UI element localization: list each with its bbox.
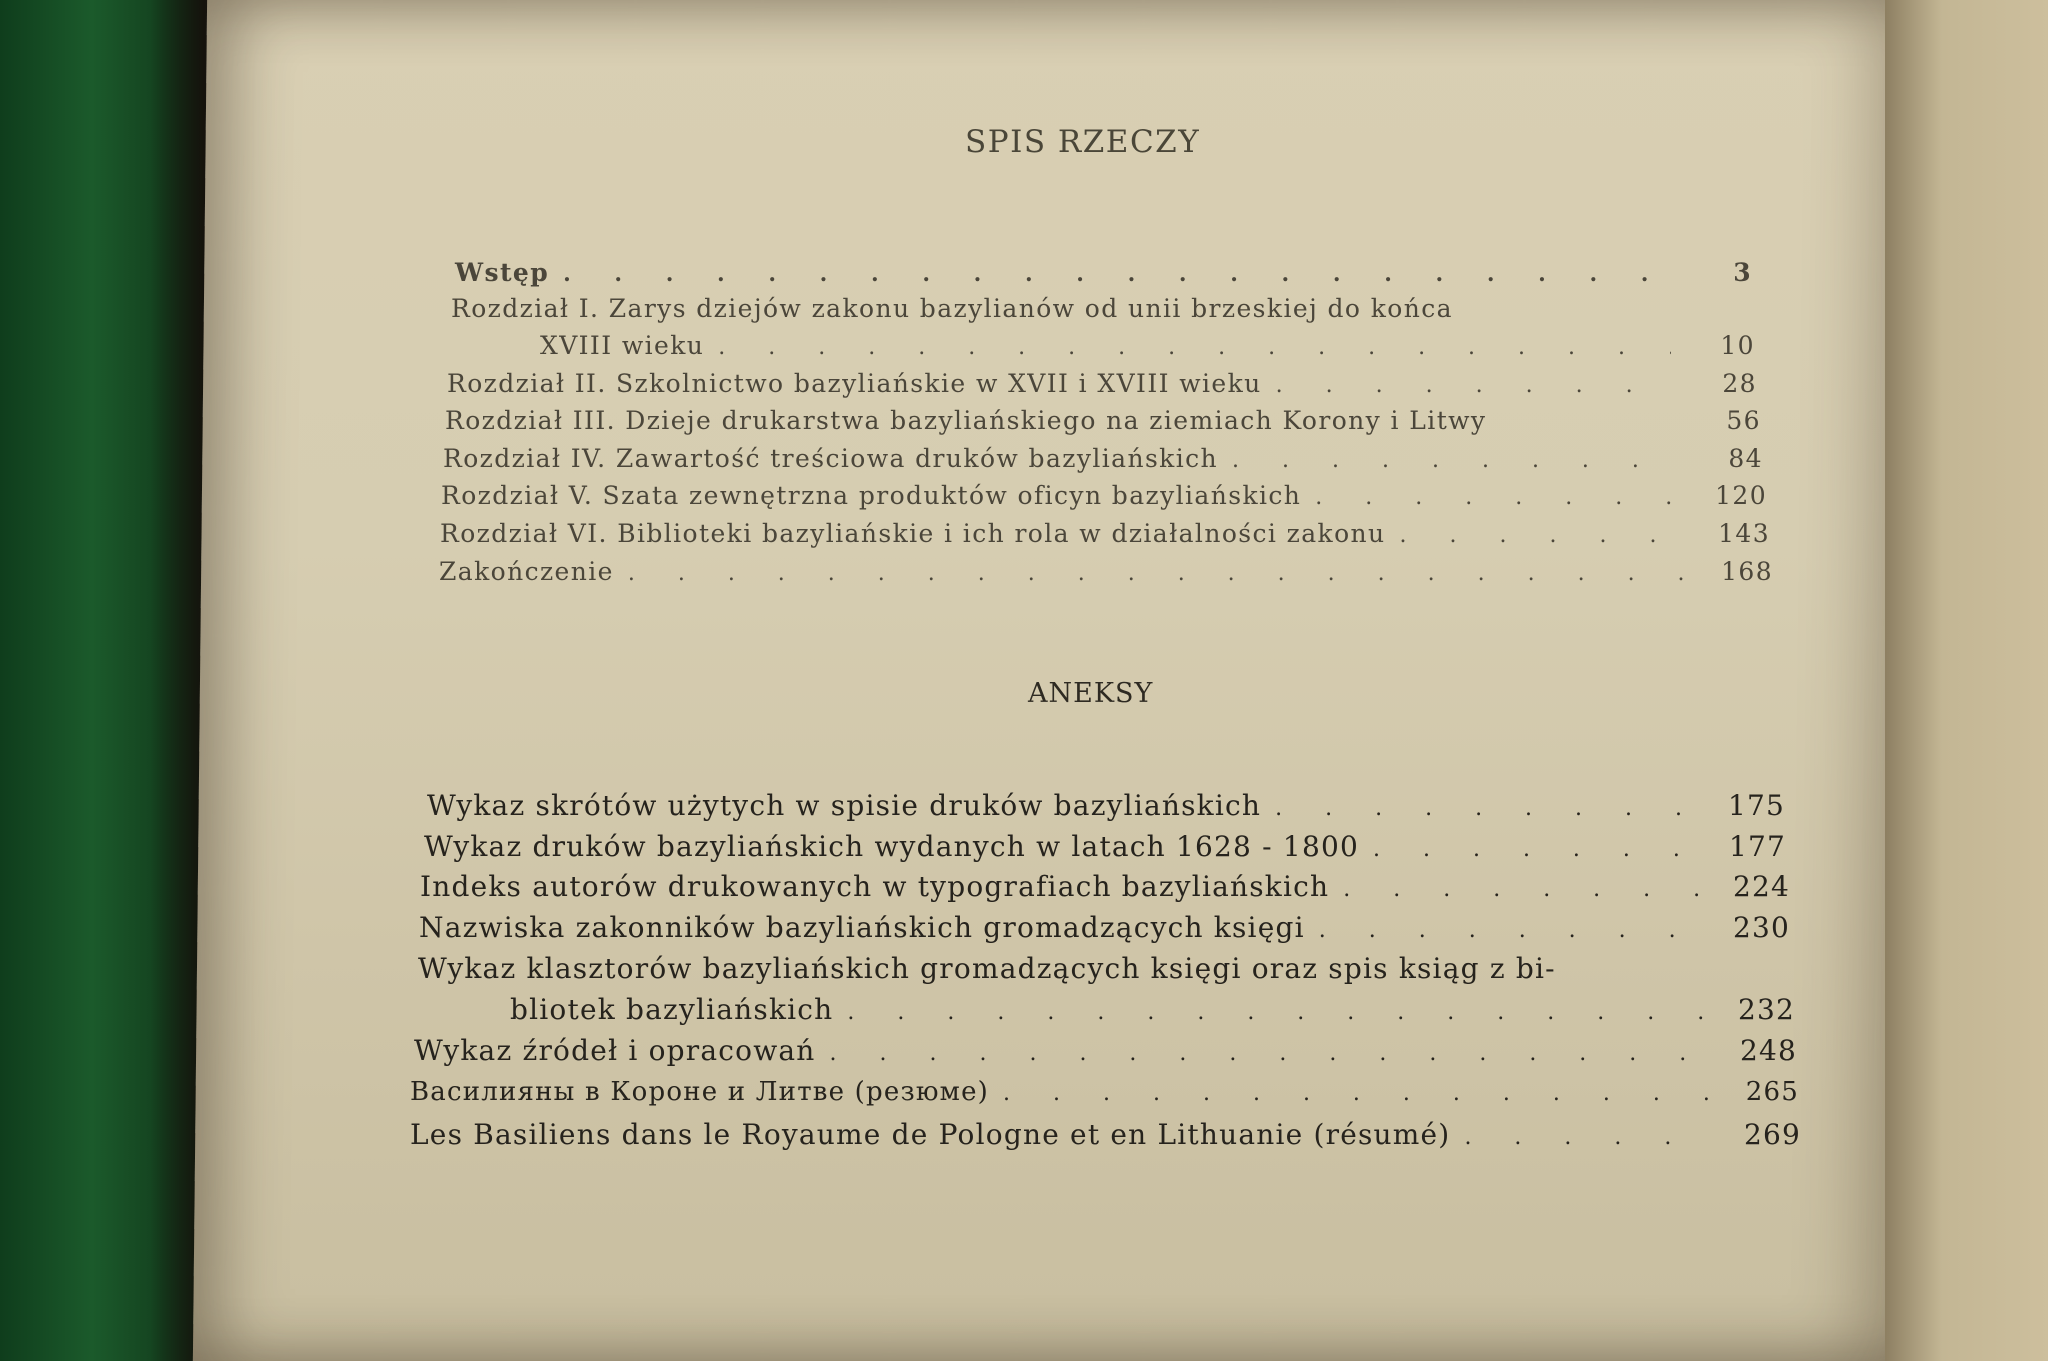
dot-leader xyxy=(1343,877,1700,902)
annex-entry-page: 224 xyxy=(1732,870,1790,903)
annex-entry-label: Wykaz klasztorów bazyliańskich gromadzących księgi oraz spis ksiąg z bi- xyxy=(418,952,1556,985)
annex-entry xyxy=(427,789,1785,822)
toc-entry-page: 56 xyxy=(1726,406,1761,435)
annex-entry-page: 265 xyxy=(1745,1077,1799,1107)
dot-leader xyxy=(830,1041,1707,1066)
toc-entry-label: Rozdział III. Dzieje drukarstwa bazyliańskiego na ziemiach Korony i Litwy xyxy=(445,406,1487,435)
toc-entry-page: 84 xyxy=(1728,444,1763,473)
dot-leader xyxy=(1373,837,1696,862)
annex-entry xyxy=(510,993,1795,1026)
toc-entry-label: Zakończenie xyxy=(439,557,614,586)
section-heading-annexes: ANEKSY xyxy=(1028,678,1154,709)
toc-entry-label: Rozdział VI. Biblioteki bazyliańskie i ich rola w działalności zakonu xyxy=(440,519,1386,548)
toc-entry-label: Rozdział IV. Zawartość treściowa druków bazyliańskich xyxy=(443,444,1219,473)
toc-entry-label: Rozdział I. Zarys dziejów zakonu bazylianów od unii brzeskiej do końca xyxy=(451,294,1453,323)
annex-entry xyxy=(410,1077,1799,1107)
annex-entry-label: Василияны в Короне и Литве (резюме) xyxy=(410,1077,990,1107)
annex-entry xyxy=(420,870,1790,903)
annex-entry-page: 269 xyxy=(1743,1118,1801,1151)
toc-entry-page: 168 xyxy=(1721,557,1773,586)
annex-entry xyxy=(419,911,1790,944)
toc-entry-page: 3 xyxy=(1733,258,1752,287)
annex-entry-label: Les Basiliens dans le Royaume de Pologne et en Lithuanie (résumé) xyxy=(410,1118,1451,1151)
annex-entry-page: 177 xyxy=(1728,830,1786,863)
dot-leader xyxy=(1464,1125,1711,1150)
annex-entry-page: 232 xyxy=(1737,993,1795,1026)
toc-entry-page: 120 xyxy=(1715,481,1767,510)
annex-entry-label: Indeks autorów drukowanych w typografiach bazyliańskich xyxy=(420,870,1330,903)
toc-entry-label: Rozdział V. Szata zewnętrzna produktów oficyn bazyliańskich xyxy=(441,481,1302,510)
annex-entry xyxy=(410,1118,1801,1151)
dot-leader xyxy=(1319,918,1700,943)
annex-entry-label: bliotek bazyliańskich xyxy=(510,993,834,1026)
annex-entry-label: Wykaz źródeł i opracowań xyxy=(414,1034,816,1067)
annex-entry-page: 230 xyxy=(1732,911,1790,944)
annex-entry-label: Nazwiska zakonników bazyliańskich gromadzących księgi xyxy=(419,911,1305,944)
dot-leader xyxy=(1275,796,1695,821)
dot-leader xyxy=(1003,1081,1709,1106)
annex-entry-page: 248 xyxy=(1739,1034,1797,1067)
toc-entry-page: 10 xyxy=(1720,331,1755,360)
annex-entry-label: Wykaz skrótów użytych w spisie druków bazyliańskich xyxy=(427,789,1262,822)
toc-entry-label: Rozdział II. Szkolnictwo bazyliańskie w XVII i XVIII wieku xyxy=(447,369,1262,398)
annex-entry xyxy=(418,952,1698,985)
toc-entry-page: 143 xyxy=(1718,519,1770,548)
toc-entry-label: XVIII wieku xyxy=(540,331,705,360)
toc-entry-page: 28 xyxy=(1722,369,1757,398)
annex-entry xyxy=(414,1034,1797,1067)
toc-entry-label: Wstęp xyxy=(455,258,550,287)
annex-entry xyxy=(424,830,1786,863)
annex-entry-page: 175 xyxy=(1727,789,1785,822)
annex-entry-label: Wykaz druków bazyliańskich wydanych w latach 1628 - 1800 xyxy=(424,830,1359,863)
page-title: SPIS RZECZY xyxy=(965,124,1201,160)
dot-leader xyxy=(847,1000,1705,1025)
